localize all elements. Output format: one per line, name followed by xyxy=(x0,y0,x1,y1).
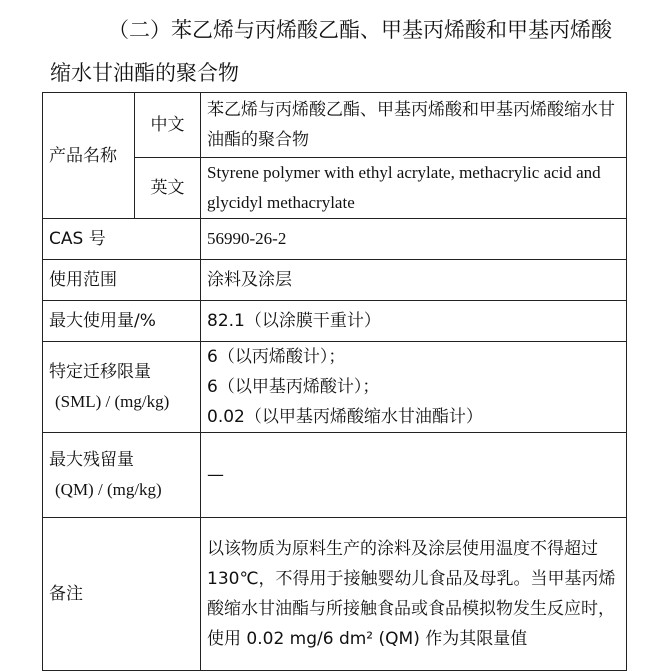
table-row xyxy=(43,518,627,671)
scope-label: 使用范围 xyxy=(43,260,201,301)
max-use-value: 82.1（以涂膜干重计） xyxy=(201,301,627,342)
table-row xyxy=(43,301,627,342)
table-row xyxy=(43,93,627,158)
sml-label: 特定迁移限量 xyxy=(49,362,151,382)
qm-label-cell xyxy=(43,433,201,518)
substance-spec-table xyxy=(42,92,627,671)
sml-label-cell xyxy=(43,342,201,433)
qm-unit: (QM) / (mg/kg) xyxy=(55,480,162,499)
note-value: 以该物质为原料生产的涂料及涂层使用温度不得超过 130℃，不得用于接触婴幼儿食品及母乳。当甲基丙烯酸缩水甘油酯与所接触食品或食品模拟物发生反应时，使用 0.02 mg/6 dm² (QM) 作为其限量值 xyxy=(201,518,627,671)
sml-values-cell xyxy=(201,342,627,433)
sml-value-glycidyl-methacrylate: 0.02（以甲基丙烯酸缩水甘油酯计） xyxy=(207,407,483,427)
sml-value-methacrylic-acid: 6（以甲基丙烯酸计）； xyxy=(207,377,380,397)
table-row xyxy=(43,342,627,433)
chinese-label: 中文 xyxy=(135,93,201,158)
sml-unit: (SML) / (mg/kg) xyxy=(55,392,170,411)
table-row xyxy=(43,260,627,301)
qm-label: 最大残留量 xyxy=(49,450,134,470)
cas-value: 56990-26-2 xyxy=(201,219,627,260)
english-name-value: Styrene polymer with ethyl acrylate, methacrylic acid and glycidyl methacrylate xyxy=(201,158,627,219)
qm-value: — xyxy=(201,433,627,518)
table-row xyxy=(43,433,627,518)
table-row xyxy=(43,219,627,260)
note-label: 备注 xyxy=(43,518,201,671)
sml-value-acrylic-acid: 6（以丙烯酸计）； xyxy=(207,347,346,367)
scope-value: 涂料及涂层 xyxy=(201,260,627,301)
english-label: 英文 xyxy=(135,158,201,219)
max-use-label: 最大使用量/% xyxy=(43,301,201,342)
chinese-name-value: 苯乙烯与丙烯酸乙酯、甲基丙烯酸和甲基丙烯酸缩水甘油酯的聚合物 xyxy=(201,93,627,158)
product-name-label: 产品名称 xyxy=(43,93,135,219)
section-heading-line-2: 缩水甘油酯的聚合物 xyxy=(50,61,239,85)
section-heading-line-1: （二）苯乙烯与丙烯酸乙酯、甲基丙烯酸和甲基丙烯酸 xyxy=(108,18,612,42)
cas-label: CAS 号 xyxy=(43,219,201,260)
